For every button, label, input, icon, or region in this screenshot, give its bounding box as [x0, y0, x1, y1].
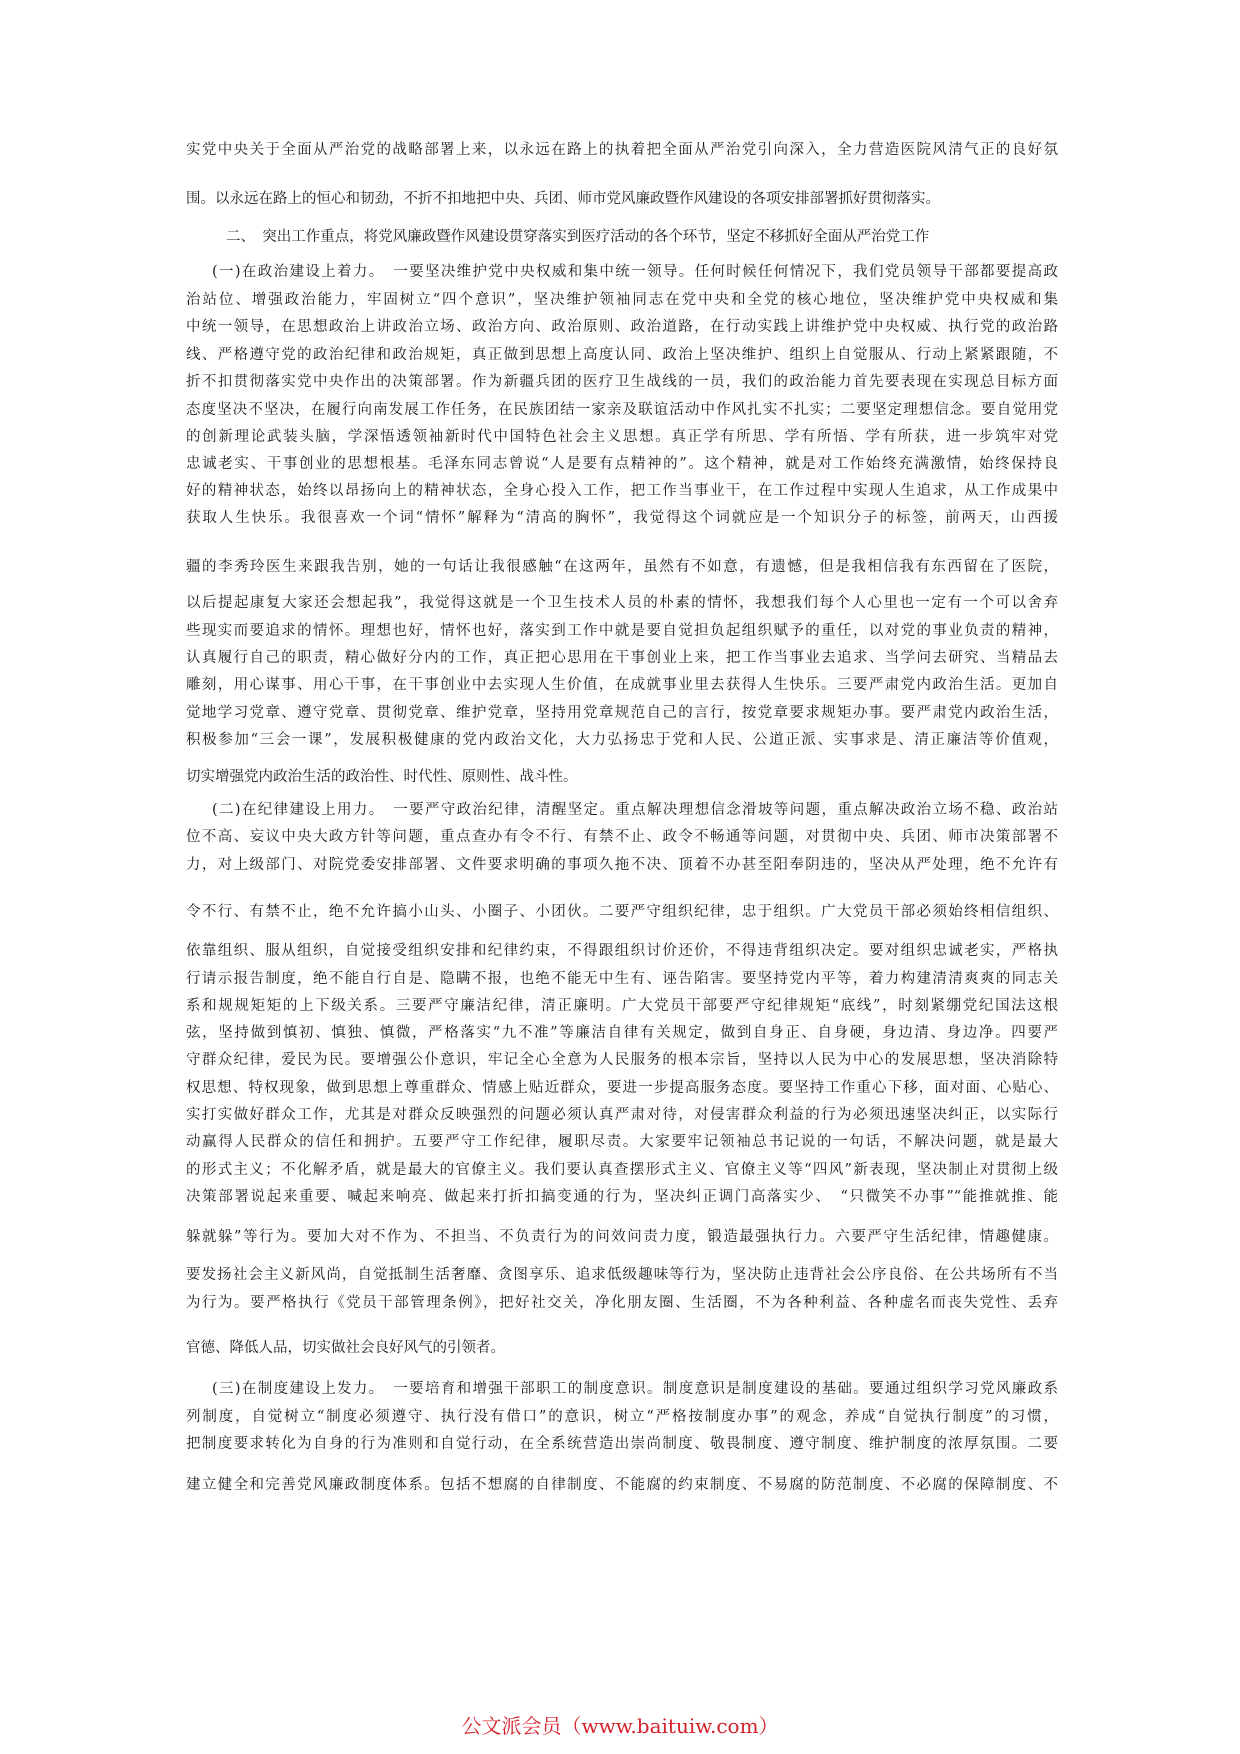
paragraph-line: 建立健全和完善党风廉政制度体系。包括不想腐的自律制度、不能腐的约束制度、不易腐的防范制度、不必腐的保障制度、不	[186, 1477, 1058, 1493]
paragraph-line: 治站位、增强政治能力，牢固树立“四个意识”，坚决维护领袖同志在党中央和全党的核心地位，坚决维护党中央权威和集	[186, 292, 1058, 308]
paragraph-line: 中统一领导，在思想政治上讲政治立场、政治方向、政治原则、政治道路，在行动实践上讲维护党中央权威、执行党的政治路	[186, 319, 1058, 335]
paragraph-line: 依靠组织、服从组织，自觉接受组织安排和纪律约束，不得跟组织讨价还价，不得违背组织决定。要对组织忠诚老实，严格执	[186, 943, 1058, 959]
paragraph-line: 积极参加“三会一课”，发展积极健康的党内政治文化，大力弘扬忠于党和人民、公道正派、实事求是、清正廉洁等价值观，	[186, 732, 1058, 748]
paragraph-line: 觉地学习党章、遵守党章、贯彻党章、维护党章，坚持用党章规范自己的言行，按党章要求规矩办事。要严肃党内政治生活，	[186, 705, 1058, 721]
paragraph-line: 动赢得人民群众的信任和拥护。五要严守工作纪律，履职尽责。大家要牢记领袖总书记说的一句话，不解决问题，就是最大	[186, 1134, 1058, 1150]
paragraph-line: 列制度，自觉树立“制度必须遵守、执行没有借口”的意识，树立“严格按制度办事”的观念，养成“自觉执行制度”的习惯，	[186, 1409, 1058, 1425]
paragraph-line: 些现实而要追求的情怀。理想也好，情怀也好，落实到工作中就是要自觉担负起组织赋予的重任，以对党的事业负责的精神，	[186, 623, 1058, 639]
footer-watermark: 公文派会员（www.baituiw.com）	[461, 1714, 779, 1738]
paragraph-line: 忠诚老实、干事创业的思想根基。毛泽东同志曾说“人是要有点精神的”。这个精神，就是对工作始终充满激情，始终保持良	[186, 456, 1058, 472]
paragraph-line: 把制度要求转化为自身的行为准则和自觉行动，在全系统营造出崇尚制度、敬畏制度、遵守制度、维护制度的浓厚氛围。二要	[186, 1436, 1058, 1452]
paragraph-line: 决策部署说起来重要、喊起来响亮、做起来打折扣搞变通的行为，坚决纠正调门高落实少、 “只微笑不办事”“能推就推、能	[186, 1189, 1058, 1205]
paragraph-line: 围。以永远在路上的恒心和韧劲，不折不扣地把中央、兵团、师市党风廉政暨作风建设的各项安排部署抓好贯彻落实。	[186, 191, 940, 207]
paragraph-line: 要发扬社会主义新风尚，自觉抵制生活奢靡、贪图享乐、追求低级趣味等行为，坚决防止违背社会公序良俗、在公共场所有不当	[186, 1267, 1058, 1283]
paragraph-line: 认真履行自己的职责，精心做好分内的工作，真正把心思用在干事创业上来，把工作当事业去追求、当学问去研究、当精品去	[186, 650, 1058, 666]
paragraph-line: 获取人生快乐。我很喜欢一个词“情怀”解释为“清高的胸怀”，我觉得这个词就应是一个知识分子的标签，前两天，山西援	[186, 510, 1058, 526]
paragraph-line: 切实增强党内政治生活的政治性、时代性、原则性、战斗性。	[186, 769, 578, 785]
paragraph-line: 为行为。要严格执行《党员干部管理条例》，把好社交关，净化朋友圈、生活圈，不为各种利益、各种虚名而丧失党性、丢弃	[186, 1295, 1058, 1311]
paragraph-line: 以后提起康复大家还会想起我”，我觉得这就是一个卫生技术人员的朴素的情怀，我想我们每个人心里也一定有一个可以舍弃	[186, 595, 1058, 611]
paragraph-line: 位不高、妄议中央大政方针等问题，重点查办有令不行、有禁不止、政令不畅通等问题，对贯彻中央、兵团、师市决策部署不	[186, 829, 1058, 845]
paragraph-line: 系和规规矩矩的上下级关系。三要严守廉洁纪律，清正廉明。广大党员干部要严守纪律规矩“底线”，时刻紧绷党纪国法这根	[186, 998, 1058, 1014]
paragraph-line: 二、 突出工作重点，将党风廉政暨作风建设贯穿落实到医疗活动的各个环节，坚定不移抓好全面从严治党工作	[226, 229, 930, 245]
paragraph-line: (一)在政治建设上着力。 一要坚决维护党中央权威和集中统一领导。任何时候任何情况下，我们党员领导干部都要提高政	[212, 264, 1058, 280]
paragraph-line: 令不行、有禁不止，绝不允许搞小山头、小圈子、小团伙。二要严守组织纪律，忠于组织。广大党员干部必须始终相信组织、	[186, 904, 1058, 920]
paragraph-line: 守群众纪律，爱民为民。要增强公仆意识，牢记全心全意为人民服务的根本宗旨，坚持以人民为中心的发展思想，坚决消除特	[186, 1052, 1058, 1068]
paragraph-line: 实党中央关于全面从严治党的战略部署上来，以永远在路上的执着把全面从严治党引向深入，全力营造医院风清气正的良好氛	[186, 142, 1058, 158]
paragraph-line: 的形式主义；不化解矛盾，就是最大的官僚主义。我们要认真查摆形式主义、官僚主义等“四风”新表现，坚决制止对贯彻上级	[186, 1162, 1058, 1178]
paragraph-line: 行请示报告制度，绝不能自行自是、隐瞒不报，也绝不能无中生有、诬告陷害。要坚持党内平等，着力构建清清爽爽的同志关	[186, 971, 1058, 987]
paragraph-line: (二)在纪律建设上用力。 一要严守政治纪律，清醒坚定。重点解决理想信念滑坡等问题，重点解决政治立场不稳、政治站	[212, 802, 1058, 818]
paragraph-line: 官德、降低人品，切实做社会良好风气的引领者。	[186, 1340, 505, 1356]
paragraph-line: 雕刻，用心谋事、用心干事，在干事创业中去实现人生价值，在成就事业里去获得人生快乐。三要严肃党内政治生活。更加自	[186, 677, 1058, 693]
paragraph-line: 躲就躲”等行为。要加大对不作为、不担当、不负责行为的问效问责力度，锻造最强执行力。六要严守生活纪律，情趣健康。	[186, 1229, 1058, 1245]
paragraph-line: 好的精神状态，始终以昂扬向上的精神状态，全身心投入工作，把工作当事业干，在工作过程中实现人生追求，从工作成果中	[186, 483, 1058, 499]
paragraph-line: 权思想、特权现象，做到思想上尊重群众、情感上贴近群众，要进一步提高服务态度。要坚持工作重心下移，面对面、心贴心、	[186, 1080, 1058, 1096]
paragraph-line: 力，对上级部门、对院党委安排部署、文件要求明确的事项久拖不决、顶着不办甚至阳奉阴违的，坚决从严处理，绝不允许有	[186, 857, 1058, 873]
paragraph-line: 线、严格遵守党的政治纪律和政治规矩，真正做到思想上高度认同、政治上坚决维护、组织上自觉服从、行动上紧紧跟随，不	[186, 347, 1058, 363]
paragraph-line: 实打实做好群众工作，尤其是对群众反映强烈的问题必须认真严肃对待，对侵害群众利益的行为必须迅速坚决纠正，以实际行	[186, 1107, 1058, 1123]
paragraph-line: 弦，坚持做到慎初、慎独、慎微，严格落实“九不准”等廉洁自律有关规定，做到自身正、自身硬，身边清、身边净。四要严	[186, 1025, 1058, 1041]
paragraph-line: 的创新理论武装头脑，学深悟透领袖新时代中国特色社会主义思想。真正学有所思、学有所悟、学有所获，进一步筑牢对党	[186, 429, 1058, 445]
paragraph-line: 态度坚决不坚决，在履行向南发展工作任务，在民族团结一家亲及联谊活动中作风扎实不扎实；二要坚定理想信念。要自觉用党	[186, 402, 1058, 418]
paragraph-line: 折不扣贯彻落实党中央作出的决策部署。作为新疆兵团的医疗卫生战线的一员，我们的政治能力首先要表现在实现总目标方面	[186, 374, 1058, 390]
paragraph-line: 疆的李秀玲医生来跟我告别，她的一句话让我很感触“在这两年，虽然有不如意，有遗憾，但是我相信我有东西留在了医院，	[186, 559, 1058, 575]
paragraph-line: (三)在制度建设上发力。 一要培育和增强干部职工的制度意识。制度意识是制度建设的基础。要通过组织学习党风廉政系	[212, 1381, 1058, 1397]
